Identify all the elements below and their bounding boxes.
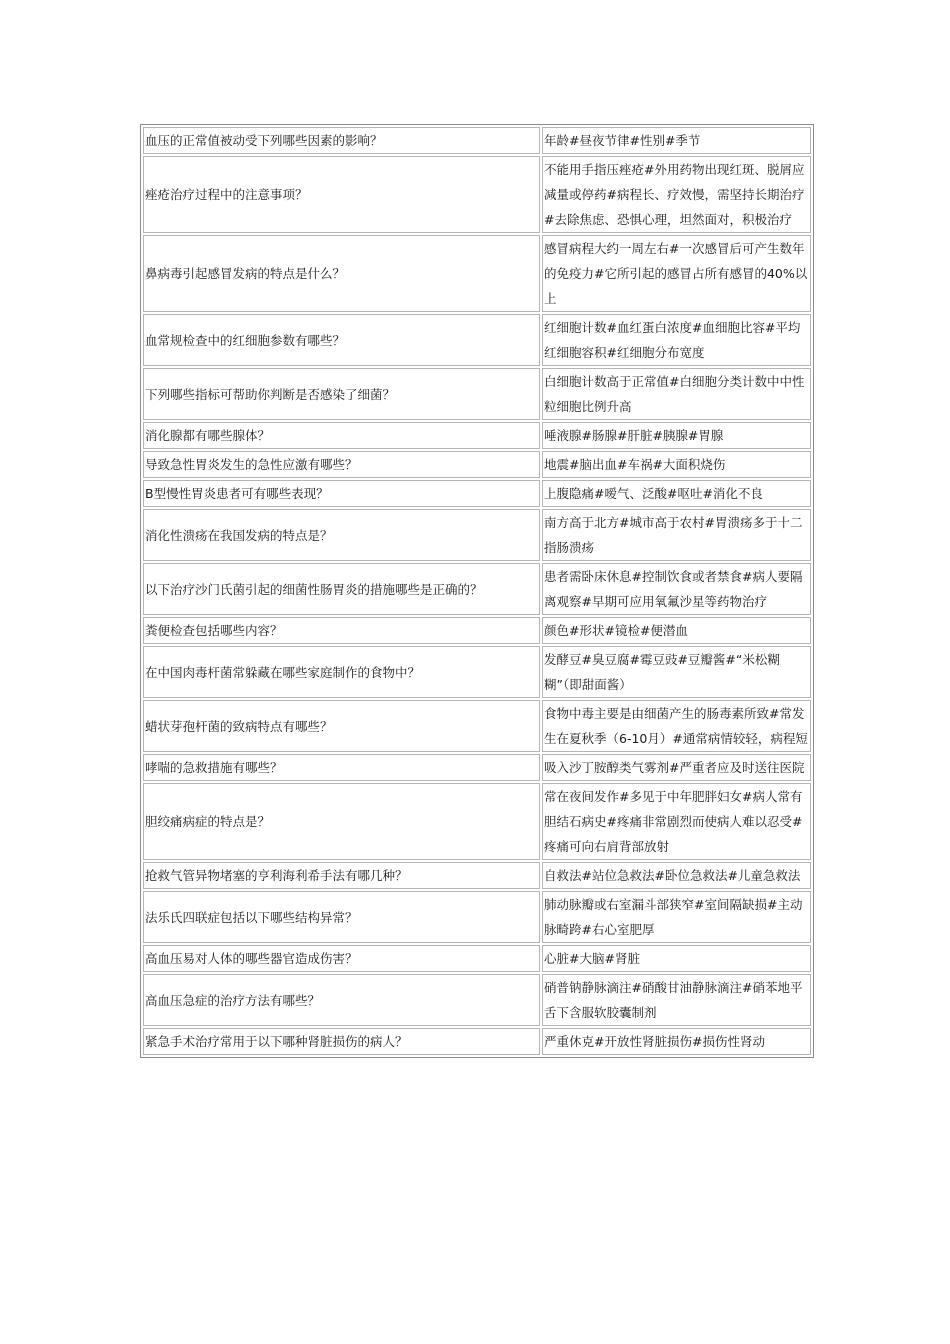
table-row xyxy=(143,974,811,1026)
answer-cell: 不能用手指压痤疮#外用药物出现红斑、脱屑应减量或停药#病程长、疗效慢，需坚持长期治疗#去除焦虑、恐惧心理，坦然面对，积极治疗 xyxy=(542,156,811,233)
question-cell: 抢救气管异物堵塞的亨利海利希手法有哪几种？ xyxy=(143,862,540,889)
question-cell: 下列哪些指标可帮助你判断是否感染了细菌？ xyxy=(143,368,540,420)
table-row xyxy=(143,646,811,698)
answer-cell: 硝普钠静脉滴注#硝酸甘油静脉滴注#硝苯地平舌下含服软胶囊制剂 xyxy=(542,974,811,1026)
question-cell: 在中国肉毒杆菌常躲藏在哪些家庭制作的食物中？ xyxy=(143,646,540,698)
answer-cell: 上腹隐痛#嗳气、泛酸#呕吐#消化不良 xyxy=(542,480,811,507)
table-row xyxy=(143,156,811,233)
answer-cell: 食物中毒主要是由细菌产生的肠毒素所致#常发生在夏秋季（6-10月）#通常病情较轻，病程短 xyxy=(542,700,811,752)
table-row xyxy=(143,314,811,366)
answer-cell: 颜色#形状#镜检#便潜血 xyxy=(542,617,811,644)
question-cell: 以下治疗沙门氏菌引起的细菌性肠胃炎的措施哪些是正确的？ xyxy=(143,563,540,615)
table-row xyxy=(143,945,811,972)
question-cell: 哮喘的急救措施有哪些？ xyxy=(143,754,540,781)
answer-cell: 患者需卧床休息#控制饮食或者禁食#病人要隔离观察#早期可应用氧氟沙星等药物治疗 xyxy=(542,563,811,615)
question-cell: B型慢性胃炎患者可有哪些表现？ xyxy=(143,480,540,507)
answer-cell: 肺动脉瓣或右室漏斗部狭窄#室间隔缺损#主动脉畸跨#右心室肥厚 xyxy=(542,891,811,943)
answer-cell: 发酵豆#臭豆腐#霉豆豉#豆瓣酱#“米松糊糊”（即甜面酱） xyxy=(542,646,811,698)
table-row xyxy=(143,422,811,449)
table-row xyxy=(143,783,811,860)
answer-cell: 吸入沙丁胺醇类气雾剂#严重者应及时送往医院 xyxy=(542,754,811,781)
table-row xyxy=(143,754,811,781)
question-cell: 粪便检查包括哪些内容？ xyxy=(143,617,540,644)
table-row xyxy=(143,509,811,561)
answer-cell: 南方高于北方#城市高于农村#胃溃疡多于十二指肠溃疡 xyxy=(542,509,811,561)
question-cell: 蜡状芽孢杆菌的致病特点有哪些？ xyxy=(143,700,540,752)
question-cell: 鼻病毒引起感冒发病的特点是什么？ xyxy=(143,235,540,312)
answer-cell: 红细胞计数#血红蛋白浓度#血细胞比容#平均红细胞容积#红细胞分布宽度 xyxy=(542,314,811,366)
answer-cell: 感冒病程大约一周左右#一次感冒后可产生数年的免疫力#它所引起的感冒占所有感冒的40%以上 xyxy=(542,235,811,312)
question-cell: 胆绞痛病症的特点是？ xyxy=(143,783,540,860)
table-row xyxy=(143,862,811,889)
answer-cell: 白细胞计数高于正常值#白细胞分类计数中中性粒细胞比例升高 xyxy=(542,368,811,420)
table-row xyxy=(143,617,811,644)
answer-cell: 自救法#站位急救法#卧位急救法#儿童急救法 xyxy=(542,862,811,889)
table-row xyxy=(143,451,811,478)
question-cell: 痤疮治疗过程中的注意事项？ xyxy=(143,156,540,233)
answer-cell: 心脏#大脑#肾脏 xyxy=(542,945,811,972)
answer-cell: 常在夜间发作#多见于中年肥胖妇女#病人常有胆结石病史#疼痛非常剧烈而使病人难以忍受#疼痛可向右肩背部放射 xyxy=(542,783,811,860)
question-cell: 紧急手术治疗常用于以下哪种肾脏损伤的病人？ xyxy=(143,1028,540,1055)
table-row xyxy=(143,368,811,420)
table-row xyxy=(143,1028,811,1055)
answer-cell: 地震#脑出血#车祸#大面积烧伤 xyxy=(542,451,811,478)
qa-table xyxy=(140,124,814,1058)
table-row xyxy=(143,563,811,615)
table-row xyxy=(143,700,811,752)
question-cell: 高血压急症的治疗方法有哪些？ xyxy=(143,974,540,1026)
question-cell: 消化性溃疡在我国发病的特点是？ xyxy=(143,509,540,561)
question-cell: 高血压易对人体的哪些器官造成伤害？ xyxy=(143,945,540,972)
table-row xyxy=(143,235,811,312)
question-cell: 血压的正常值被动受下列哪些因素的影响？ xyxy=(143,127,540,154)
answer-cell: 年龄#昼夜节律#性别#季节 xyxy=(542,127,811,154)
table-row xyxy=(143,480,811,507)
qa-table-body xyxy=(143,127,811,1055)
answer-cell: 严重休克#开放性肾脏损伤#损伤性肾动 xyxy=(542,1028,811,1055)
question-cell: 消化腺都有哪些腺体？ xyxy=(143,422,540,449)
table-row xyxy=(143,127,811,154)
table-row xyxy=(143,891,811,943)
answer-cell: 唾液腺#肠腺#肝脏#胰腺#胃腺 xyxy=(542,422,811,449)
question-cell: 血常规检查中的红细胞参数有哪些？ xyxy=(143,314,540,366)
question-cell: 法乐氏四联症包括以下哪些结构异常？ xyxy=(143,891,540,943)
question-cell: 导致急性胃炎发生的急性应激有哪些？ xyxy=(143,451,540,478)
